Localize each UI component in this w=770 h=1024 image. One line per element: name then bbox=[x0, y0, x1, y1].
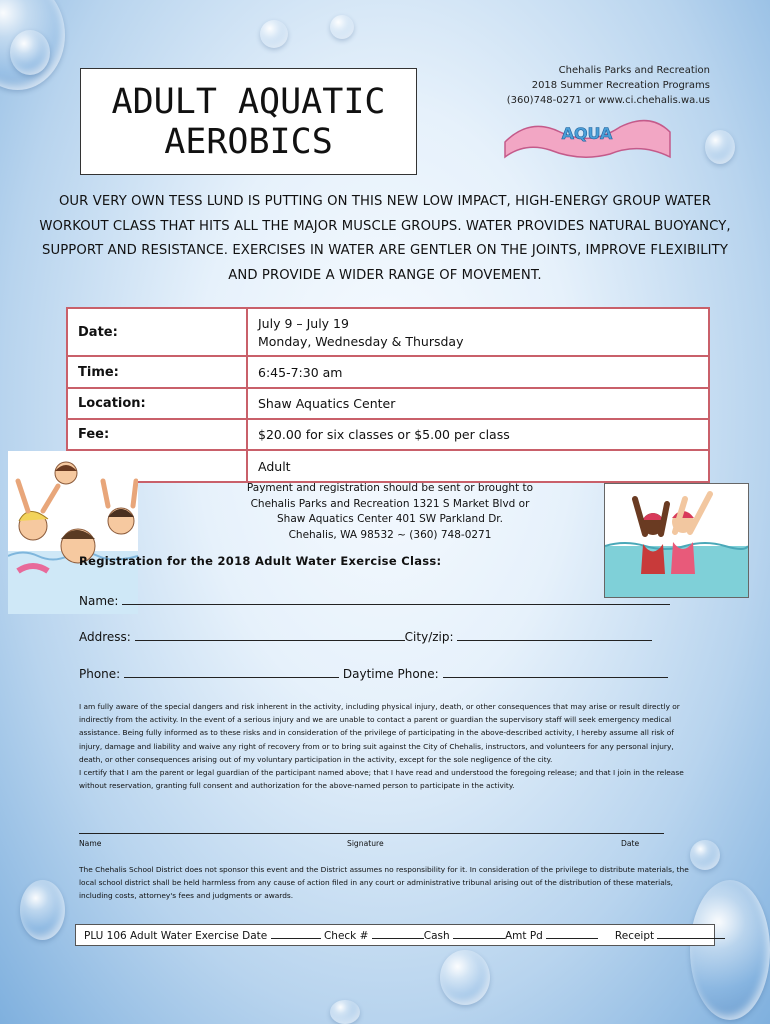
daytime-phone-field[interactable] bbox=[443, 665, 668, 678]
registration-title: Registration for the 2018 Adult Water Exercise Class: bbox=[79, 554, 442, 568]
office-check-label: Check # bbox=[323, 930, 369, 942]
intro-text: OUR VERY OWN TESS LUND IS PUTTING ON THIS NEW LOW IMPACT, HIGH-ENERGY GROUP WATER WORKOUT CLASS THAT HITS ALL THE MAJOR MUSCLE GROUPS. WATER PROVIDES NATURAL BUOYANCY, SUPPORT AND RESISTANCE. EXERCISES IN WATER ARE GENTLER ON THE JOINTS, IMPROVE FLEXIBILITY AND PROVIDE A WIDER RANGE OF MOVEMENT. bbox=[39, 194, 731, 283]
who-value: Adult bbox=[247, 450, 709, 482]
organization-header bbox=[507, 63, 710, 108]
signature-line[interactable] bbox=[79, 833, 664, 834]
payment-instructions bbox=[235, 481, 545, 543]
cityzip-label: City/zip: bbox=[404, 630, 454, 644]
waiver-paragraph-2: I certify that I am the parent or legal guardian of the participant named above; that I have read and understood the foregoing release; and that I join in the release without reservation, granting full consent and authorization for the above-named person to participate in the activity. bbox=[79, 768, 684, 791]
time-value: 6:45-7:30 am bbox=[247, 356, 709, 388]
phone-label: Phone: bbox=[79, 667, 121, 681]
office-check-field[interactable] bbox=[372, 928, 424, 939]
office-amt-field[interactable] bbox=[546, 928, 598, 939]
fee-row bbox=[67, 419, 709, 450]
name-label: Name: bbox=[79, 594, 119, 608]
payment-line: Payment and registration should be sent or brought to bbox=[246, 482, 534, 494]
location-label: Location: bbox=[67, 388, 247, 419]
office-receipt-label: Receipt bbox=[614, 930, 655, 942]
location-value: Shaw Aquatics Center bbox=[247, 388, 709, 419]
logo-text: AQUA bbox=[561, 124, 613, 143]
water-droplet bbox=[330, 15, 354, 39]
water-droplet bbox=[20, 880, 65, 940]
date-value bbox=[247, 308, 709, 356]
address-label: Address: bbox=[79, 630, 131, 644]
sig-date-label: Date bbox=[621, 839, 640, 848]
page-title-line2: AEROBICS bbox=[164, 121, 333, 162]
water-droplet bbox=[440, 950, 490, 1005]
payment-line: Shaw Aquatics Center 401 SW Parkland Dr. bbox=[277, 513, 503, 525]
time-row bbox=[67, 356, 709, 388]
sig-signature-label: Signature bbox=[347, 839, 384, 848]
title-box bbox=[80, 68, 417, 175]
date-row bbox=[67, 308, 709, 356]
office-code: PLU 106 Adult Water Exercise Date bbox=[84, 930, 268, 942]
address-row bbox=[79, 628, 652, 644]
office-use-box bbox=[75, 924, 715, 946]
water-droplet bbox=[330, 1000, 360, 1024]
class-details-table bbox=[66, 307, 710, 483]
date-range: July 9 – July 19 bbox=[258, 315, 349, 331]
location-row bbox=[67, 388, 709, 419]
time-label: Time: bbox=[67, 356, 247, 388]
district-disclaimer: The Chehalis School District does not sponsor this event and the District assumes no responsibility for it. In consideration of the privilege to distribute materials, the local school district shall be held harmless from any cause of action filed in any court or administrative tribunal arising out of the distribution of these materials, including costs, attorney's fees and judgments or awards. bbox=[79, 865, 689, 901]
office-cash-field[interactable] bbox=[453, 928, 505, 939]
office-date-field[interactable] bbox=[271, 928, 321, 939]
date-days: Monday, Wednesday & Thursday bbox=[258, 333, 464, 349]
office-receipt-field[interactable] bbox=[657, 928, 725, 939]
water-droplet bbox=[705, 130, 735, 164]
waiver-text bbox=[79, 700, 697, 792]
org-contact: (360)748-0271 or www.ci.chehalis.wa.us bbox=[506, 95, 710, 106]
aqua-logo bbox=[500, 112, 675, 162]
swimmers-clipart bbox=[8, 451, 138, 614]
waiver-paragraph-1: I am fully aware of the special dangers and risk inherent in the activity, including physical injury, death, or other consequences that may arise or result directly or indirectly from the activity. In the event of a serious injury and we are unable to contact a parent or guardian the supervisory staff will seek emergency medical assistance. Being fully informed as to these risks and in consideration of the privilege of participating in the above-described activity, I hereby assume all risk of injury, damage and liability and waive any right of recovery from or to bring suit against the City of Chehalis, instructors, and volunteers for any personal injury, death, or other consequences arising out of my voluntary participation in the activity, except for the sole negligence of the city. bbox=[79, 702, 680, 764]
program-name: 2018 Summer Recreation Programs bbox=[531, 80, 710, 91]
fee-label: Fee: bbox=[67, 419, 247, 450]
phone-row bbox=[79, 665, 668, 681]
name-field[interactable] bbox=[122, 592, 670, 605]
office-amt-label: Amt Pd bbox=[504, 930, 543, 942]
water-droplet bbox=[260, 20, 288, 48]
sig-name-label: Name bbox=[79, 839, 102, 848]
date-label: Date: bbox=[67, 308, 247, 356]
water-droplet bbox=[10, 30, 50, 75]
fee-value: $20.00 for six classes or $5.00 per class bbox=[247, 419, 709, 450]
address-field[interactable] bbox=[135, 628, 405, 641]
phone-field[interactable] bbox=[124, 665, 339, 678]
water-droplet bbox=[690, 880, 770, 1020]
page-title-line1: ADULT AQUATIC bbox=[111, 81, 386, 122]
who-row bbox=[67, 450, 709, 482]
office-cash-label: Cash bbox=[423, 930, 450, 942]
payment-line: Chehalis Parks and Recreation 1321 S Market Blvd or bbox=[250, 497, 530, 510]
daytime-phone-label: Daytime Phone: bbox=[342, 667, 439, 681]
org-name: Chehalis Parks and Recreation bbox=[558, 65, 710, 76]
cityzip-field[interactable] bbox=[457, 628, 652, 641]
name-row bbox=[79, 592, 670, 608]
aerobics-clipart bbox=[604, 483, 749, 598]
payment-line: Chehalis, WA 98532 ~ (360) 748-0271 bbox=[288, 528, 492, 541]
